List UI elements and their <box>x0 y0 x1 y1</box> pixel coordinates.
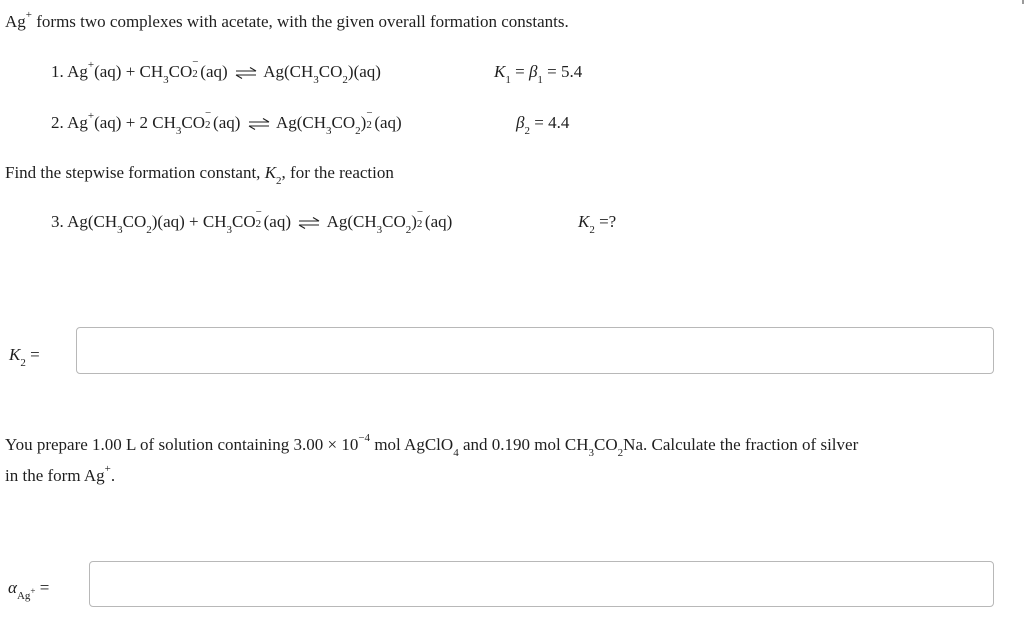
product: Ag(CH <box>275 113 327 132</box>
subscript: 2 <box>589 224 595 237</box>
constant-value: =? <box>599 212 617 231</box>
plus-sign: + <box>189 212 199 231</box>
subscript: 3 <box>163 74 169 87</box>
subscript: 2 <box>255 218 262 230</box>
acetate-charge-stack <box>255 206 264 230</box>
subscript: Ag <box>16 590 31 603</box>
alpha-answer-label <box>8 578 50 603</box>
subscript: 3 <box>175 125 182 138</box>
subscript: 2 <box>20 357 26 370</box>
subscript: 4 <box>453 447 459 460</box>
acetate-charge-stack <box>205 107 213 131</box>
equilibrium-arrow-icon <box>298 217 320 229</box>
subscript: 3 <box>313 74 319 87</box>
charge: − <box>205 107 212 119</box>
subscript: 3 <box>326 125 332 138</box>
acetate: CH <box>139 62 164 81</box>
product: Ag(CH <box>326 212 377 231</box>
k-symbol: K <box>9 345 21 364</box>
subscript: 2 <box>276 175 282 188</box>
charge: − <box>192 56 199 68</box>
beta-symbol: β <box>528 62 538 81</box>
subscript: 2 <box>405 224 412 237</box>
subscript: 3 <box>376 224 383 237</box>
phase: (aq) <box>353 62 381 81</box>
equals-sign: = <box>39 578 50 597</box>
reactant-part: CO <box>122 212 147 231</box>
phase: (aq) <box>200 62 228 81</box>
subscript: 2 <box>342 74 348 87</box>
k-symbol: K <box>578 212 590 231</box>
problem-text: CO <box>594 435 618 454</box>
subscript: 2 <box>192 68 198 80</box>
subscript: 2 <box>205 119 211 131</box>
product-part: CO <box>382 212 406 231</box>
subscript: 2 <box>355 125 361 138</box>
charge: + <box>87 110 95 123</box>
plus-sign: + <box>125 113 136 132</box>
product: Ag(CH <box>263 62 314 81</box>
k2-answer-label <box>9 345 40 370</box>
beta-symbol: β <box>516 113 525 132</box>
intro-rest: forms two complexes with acetate, with the given overall formation constants. <box>36 12 569 31</box>
intro-text <box>5 9 569 32</box>
subscript: 3 <box>117 224 123 237</box>
equals-sign: = <box>30 345 40 364</box>
reactant-silver: Ag <box>67 62 88 81</box>
phase: (aq) <box>374 113 402 132</box>
paren: ) <box>360 113 367 132</box>
alpha-subscript <box>16 586 36 603</box>
subscript: 3 <box>588 447 595 460</box>
charge: + <box>30 586 36 597</box>
find-text <box>5 163 394 188</box>
acetate: CH <box>202 212 227 231</box>
charge: − <box>255 206 262 218</box>
reaction-1 <box>51 56 381 87</box>
intro-charge: + <box>25 9 32 22</box>
subscript: 1 <box>505 74 511 87</box>
paren-phase: )(aq) <box>151 212 185 231</box>
alpha-symbol: α <box>8 578 17 597</box>
subscript: 2 <box>617 447 624 460</box>
intro-species: Ag <box>5 12 26 31</box>
reactant-complex: Ag(CH <box>67 212 118 231</box>
reaction-number: 3. <box>51 212 64 231</box>
period: . <box>110 466 116 485</box>
subscript: 2 <box>366 119 372 131</box>
problem-text: in the form Ag <box>5 466 105 485</box>
equilibrium-arrow-icon <box>248 118 270 130</box>
acetate-part: CO <box>168 62 193 81</box>
reaction-1-constant: $K_1 = \beta_1 = 5.4$ <box>494 62 583 87</box>
charge: + <box>104 463 111 476</box>
reactant-silver: Ag <box>67 113 88 132</box>
acetate-part: CO <box>181 113 206 132</box>
equilibrium-arrow-icon <box>235 67 257 79</box>
k2-answer-input[interactable] <box>76 327 994 374</box>
reaction-2 <box>51 107 402 138</box>
product-part: CO <box>318 62 343 81</box>
problem-text: and 0.190 mol CH <box>462 435 589 454</box>
charge: − <box>416 206 424 218</box>
charge: + <box>87 59 95 72</box>
subscript: 1 <box>537 74 543 87</box>
problem-text: You prepare 1.00 L of solution containing 3.00 × 10 <box>5 435 359 454</box>
reaction-3 <box>51 206 453 237</box>
paren: ) <box>347 62 354 81</box>
reaction-3-constant <box>578 212 617 237</box>
subscript: 2 <box>524 125 530 138</box>
problem-text: mol AgClO <box>374 435 454 454</box>
product-charge-stack <box>366 107 374 131</box>
constant-value: 4.4 <box>548 113 570 132</box>
subscript: 3 <box>226 224 232 237</box>
phase: (aq) <box>424 212 453 231</box>
acetate-part: CO <box>232 212 256 231</box>
subscript: 2 <box>416 218 423 230</box>
phase: (aq) <box>94 113 122 132</box>
paren: ) <box>411 212 417 231</box>
find-text-before: Find the stepwise formation constant, <box>5 163 261 182</box>
acetate-charge-stack <box>192 56 200 80</box>
subscript: 2 <box>146 224 152 237</box>
plus-sign: + <box>125 62 136 81</box>
k-symbol: K <box>494 62 506 81</box>
problem-2-line-1 <box>5 432 859 460</box>
coefficient: 2 <box>139 113 149 132</box>
product-part: CO <box>331 113 356 132</box>
find-text-after: , for the reaction <box>281 163 394 182</box>
problem-text: Na. Calculate the fraction of silver <box>623 435 859 454</box>
constant-value: 5.4 <box>561 62 583 81</box>
phase: (aq) <box>94 62 122 81</box>
exponent: −4 <box>358 432 371 445</box>
alpha-answer-input[interactable] <box>89 561 994 607</box>
phase: (aq) <box>263 212 291 231</box>
k-symbol: K <box>264 163 277 182</box>
phase: (aq) <box>213 113 241 132</box>
problem-2-line-2 <box>5 463 116 486</box>
reaction-number: 2. <box>51 113 64 132</box>
charge: − <box>366 107 373 119</box>
reaction-2-constant: $\beta_2 = 4.4$ <box>516 113 570 138</box>
reaction-number: 1. <box>51 62 64 81</box>
acetate: CH <box>152 113 176 132</box>
product-charge-stack <box>416 206 425 230</box>
